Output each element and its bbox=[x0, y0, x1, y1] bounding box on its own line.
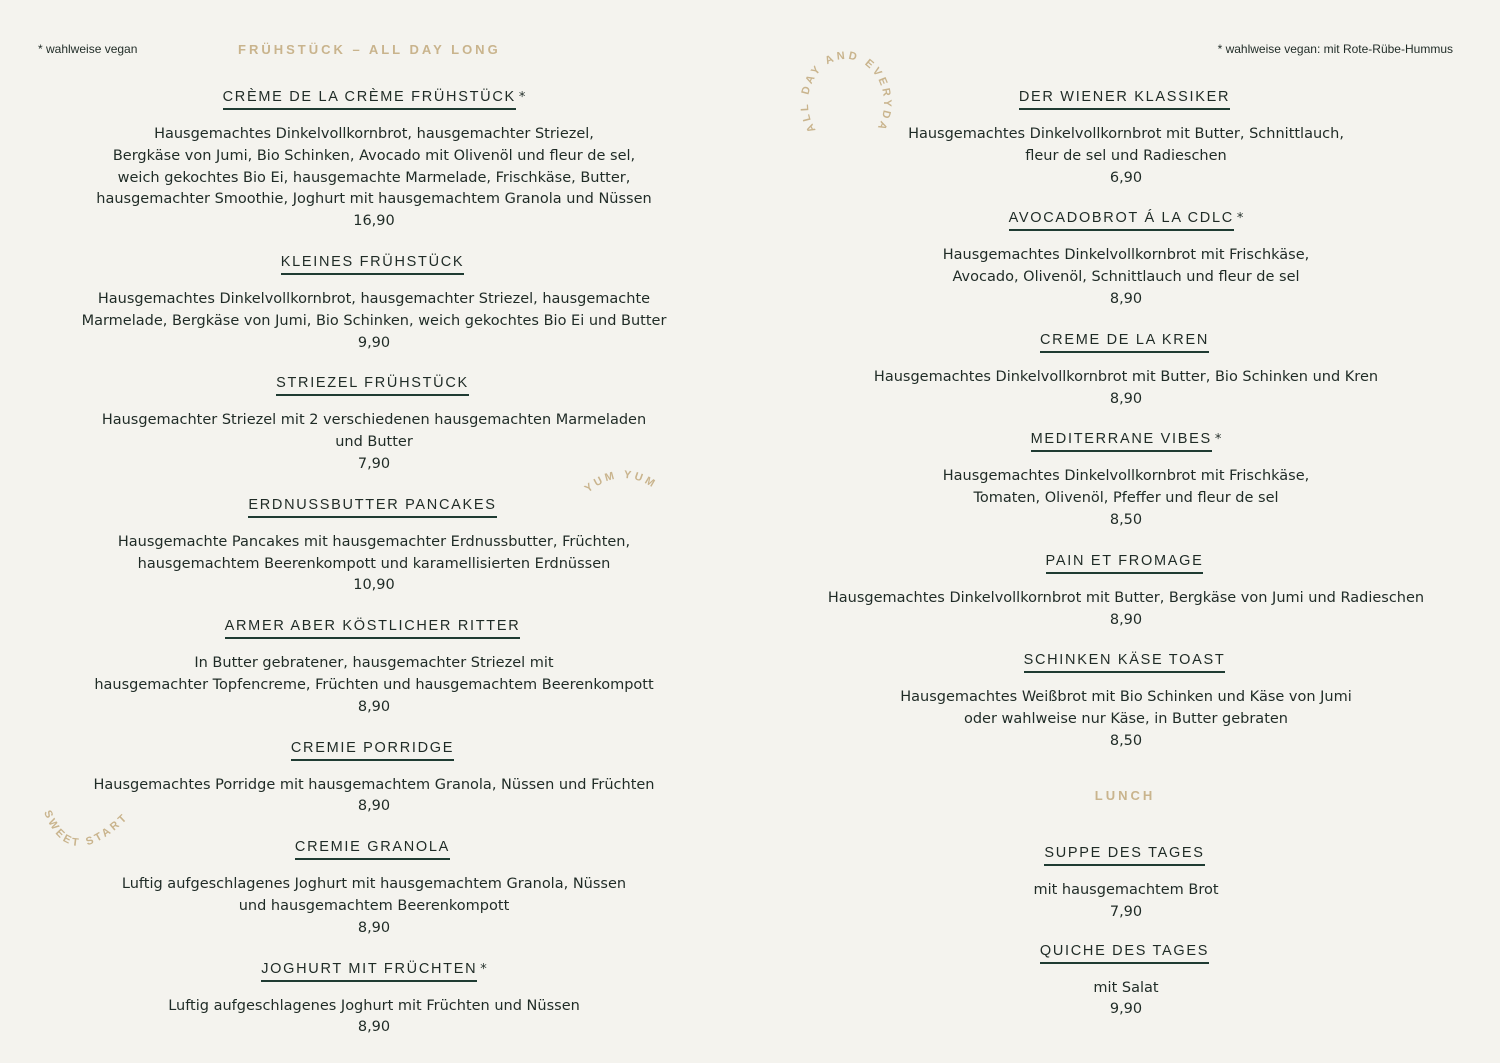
menu-item bbox=[64, 615, 684, 718]
item-price: 7,90 bbox=[357, 455, 391, 472]
item-description: Hausgemachtes Dinkelvollkornbrot, hausgemachter Striezel, hausgemachte Marmelade, Bergkäse von Jumi, Bio Schinken, weich gekochtes Bio Ei und Butter bbox=[81, 290, 667, 329]
item-description: Luftig aufgeschlagenes Joghurt mit Früchten und Nüssen bbox=[168, 997, 580, 1014]
right-page bbox=[750, 0, 1500, 1063]
svg-text:SWEET START bbox=[41, 809, 131, 850]
item-description: Hausgemachtes Dinkelvollkornbrot mit Frischkäse, Tomaten, Olivenöl, Pfeffer und fleur de sel bbox=[942, 468, 1310, 507]
item-price: 16,90 bbox=[353, 213, 395, 230]
item-description: Hausgemachter Striezel mit 2 verschiedenen hausgemachten Marmeladen und Butter bbox=[101, 412, 647, 451]
item-price: 8,90 bbox=[357, 798, 391, 815]
sweet-start-decoration bbox=[30, 800, 150, 870]
all-day-text: ALL DAY AND EVERYDAY bbox=[784, 29, 894, 135]
yum-yum-text: YUM YUM bbox=[582, 468, 660, 496]
item-price: 8,50 bbox=[1109, 732, 1143, 749]
item-description: Hausgemachtes Dinkelvollkornbrot mit Frischkäse, Avocado, Olivenöl, Schnittlauch und fleur de sel bbox=[942, 247, 1310, 286]
item-price: 6,90 bbox=[1109, 169, 1143, 186]
menu-item bbox=[820, 550, 1432, 632]
menu-item bbox=[64, 86, 684, 233]
vegan-mark: * bbox=[1214, 432, 1222, 448]
item-description: Hausgemachte Pancakes mit hausgemachter Erdnussbutter, Früchten, hausgemachtem Beerenkompott und karamellisierten Erdnüssen bbox=[117, 533, 631, 572]
section-title-lunch: LUNCH bbox=[1094, 788, 1156, 803]
item-description: mit Salat bbox=[1093, 979, 1159, 996]
item-title: MEDITERRANE VIBES bbox=[1031, 430, 1212, 452]
menu-item bbox=[820, 428, 1432, 531]
item-title: SCHINKEN KÄSE TOAST bbox=[1024, 651, 1226, 673]
item-title: SUPPE DES TAGES bbox=[1044, 844, 1204, 866]
menu-item bbox=[64, 251, 684, 354]
vegan-note: * wahlweise vegan bbox=[38, 42, 138, 56]
item-price: 7,90 bbox=[1109, 903, 1143, 920]
item-title: AVOCADOBROT Á LA CDLC bbox=[1009, 209, 1234, 231]
bread-menu bbox=[820, 86, 1432, 753]
breakfast-menu bbox=[64, 86, 684, 1039]
item-price: 9,90 bbox=[1109, 1001, 1143, 1018]
item-description: mit hausgemachtem Brot bbox=[1033, 882, 1219, 898]
menu-item bbox=[64, 836, 684, 939]
item-description: Hausgemachtes Dinkelvollkornbrot, hausgemachter Striezel, Bergkäse von Jumi, Bio Schinken, Avocado mit Olivenöl und fleur de sel, weich gekochtes Bio Ei, hausgemachte Marmelade, Frischkäse, Butter, hausgemachter Smoothie, Joghurt mit hausgemachtem Granola und Nüssen bbox=[96, 126, 652, 208]
item-price: 8,90 bbox=[1109, 390, 1143, 407]
menu-item bbox=[64, 958, 684, 1040]
menu-item bbox=[820, 842, 1432, 924]
vegan-mark: * bbox=[518, 90, 526, 105]
item-description: Hausgemachtes Dinkelvollkornbrot mit Butter, Schnittlauch, fleur de sel und Radieschen bbox=[908, 126, 1344, 164]
item-price: 8,90 bbox=[357, 1019, 391, 1036]
item-title: KLEINES FRÜHSTÜCK bbox=[281, 253, 465, 275]
yum-yum-decoration bbox=[578, 455, 668, 505]
menu-item bbox=[64, 737, 684, 819]
item-description: Hausgemachtes Dinkelvollkornbrot mit Butter, Bergkäse von Jumi und Radieschen bbox=[827, 589, 1425, 606]
menu-item bbox=[820, 940, 1432, 1022]
item-description: Hausgemachtes Weißbrot mit Bio Schinken und Käse von Jumi oder wahlweise nur Käse, in Butter gebraten bbox=[900, 689, 1352, 728]
menu-item bbox=[820, 86, 1432, 189]
vegan-mark: * bbox=[480, 961, 487, 977]
item-price: 9,90 bbox=[357, 334, 391, 351]
item-description: Hausgemachtes Porridge mit hausgemachtem Granola, Nüssen und Früchten bbox=[93, 776, 655, 793]
item-title: CRÈME DE LA CRÈME FRÜHSTÜCK bbox=[223, 88, 516, 110]
item-price: 8,90 bbox=[1109, 611, 1143, 628]
item-title: PAIN ET FROMAGE bbox=[1046, 552, 1204, 574]
item-title: CREME DE LA KREN bbox=[1040, 331, 1209, 353]
item-description: Luftig aufgeschlagenes Joghurt mit hausgemachtem Granola, Nüssen und hausgemachtem Beerenkompott bbox=[121, 876, 627, 914]
item-price: 8,90 bbox=[357, 919, 391, 936]
item-price: 10,90 bbox=[353, 577, 395, 594]
sweet-start-text: SWEET START bbox=[41, 808, 132, 850]
item-title: QUICHE DES TAGES bbox=[1040, 942, 1209, 964]
item-price: 8,50 bbox=[1109, 511, 1143, 528]
item-description: Hausgemachtes Dinkelvollkornbrot mit Butter, Bio Schinken und Kren bbox=[873, 368, 1379, 385]
item-title: CREMIE GRANOLA bbox=[295, 838, 450, 860]
svg-text:YUM YUM bbox=[583, 469, 660, 495]
vegan-note-hummus: * wahlweise vegan: mit Rote-Rübe-Hummus bbox=[1217, 42, 1453, 56]
menu-item bbox=[64, 494, 684, 597]
item-title: STRIEZEL FRÜHSTÜCK bbox=[276, 374, 469, 396]
section-title-breakfast: FRÜHSTÜCK – ALL DAY LONG bbox=[238, 42, 501, 57]
item-description: In Butter gebratener, hausgemachter Striezel mit hausgemachter Topfencreme, Früchten und hausgemachtem Beerenkompott bbox=[94, 655, 654, 693]
menu-item bbox=[820, 207, 1432, 310]
menu-item bbox=[820, 649, 1432, 752]
item-title: CREMIE PORRIDGE bbox=[291, 739, 454, 761]
menu-item bbox=[820, 329, 1432, 411]
item-price: 8,90 bbox=[357, 698, 391, 715]
item-title: ARMER ABER KÖSTLICHER RITTER bbox=[225, 617, 521, 639]
lunch-menu bbox=[820, 842, 1432, 1021]
item-title: JOGHURT MIT FRÜCHTEN bbox=[261, 960, 477, 982]
item-title: ERDNUSSBUTTER PANCAKES bbox=[248, 496, 496, 518]
item-price: 8,90 bbox=[1109, 290, 1143, 307]
item-title: DER WIENER KLASSIKER bbox=[1019, 88, 1230, 110]
vegan-mark: * bbox=[1236, 211, 1244, 227]
